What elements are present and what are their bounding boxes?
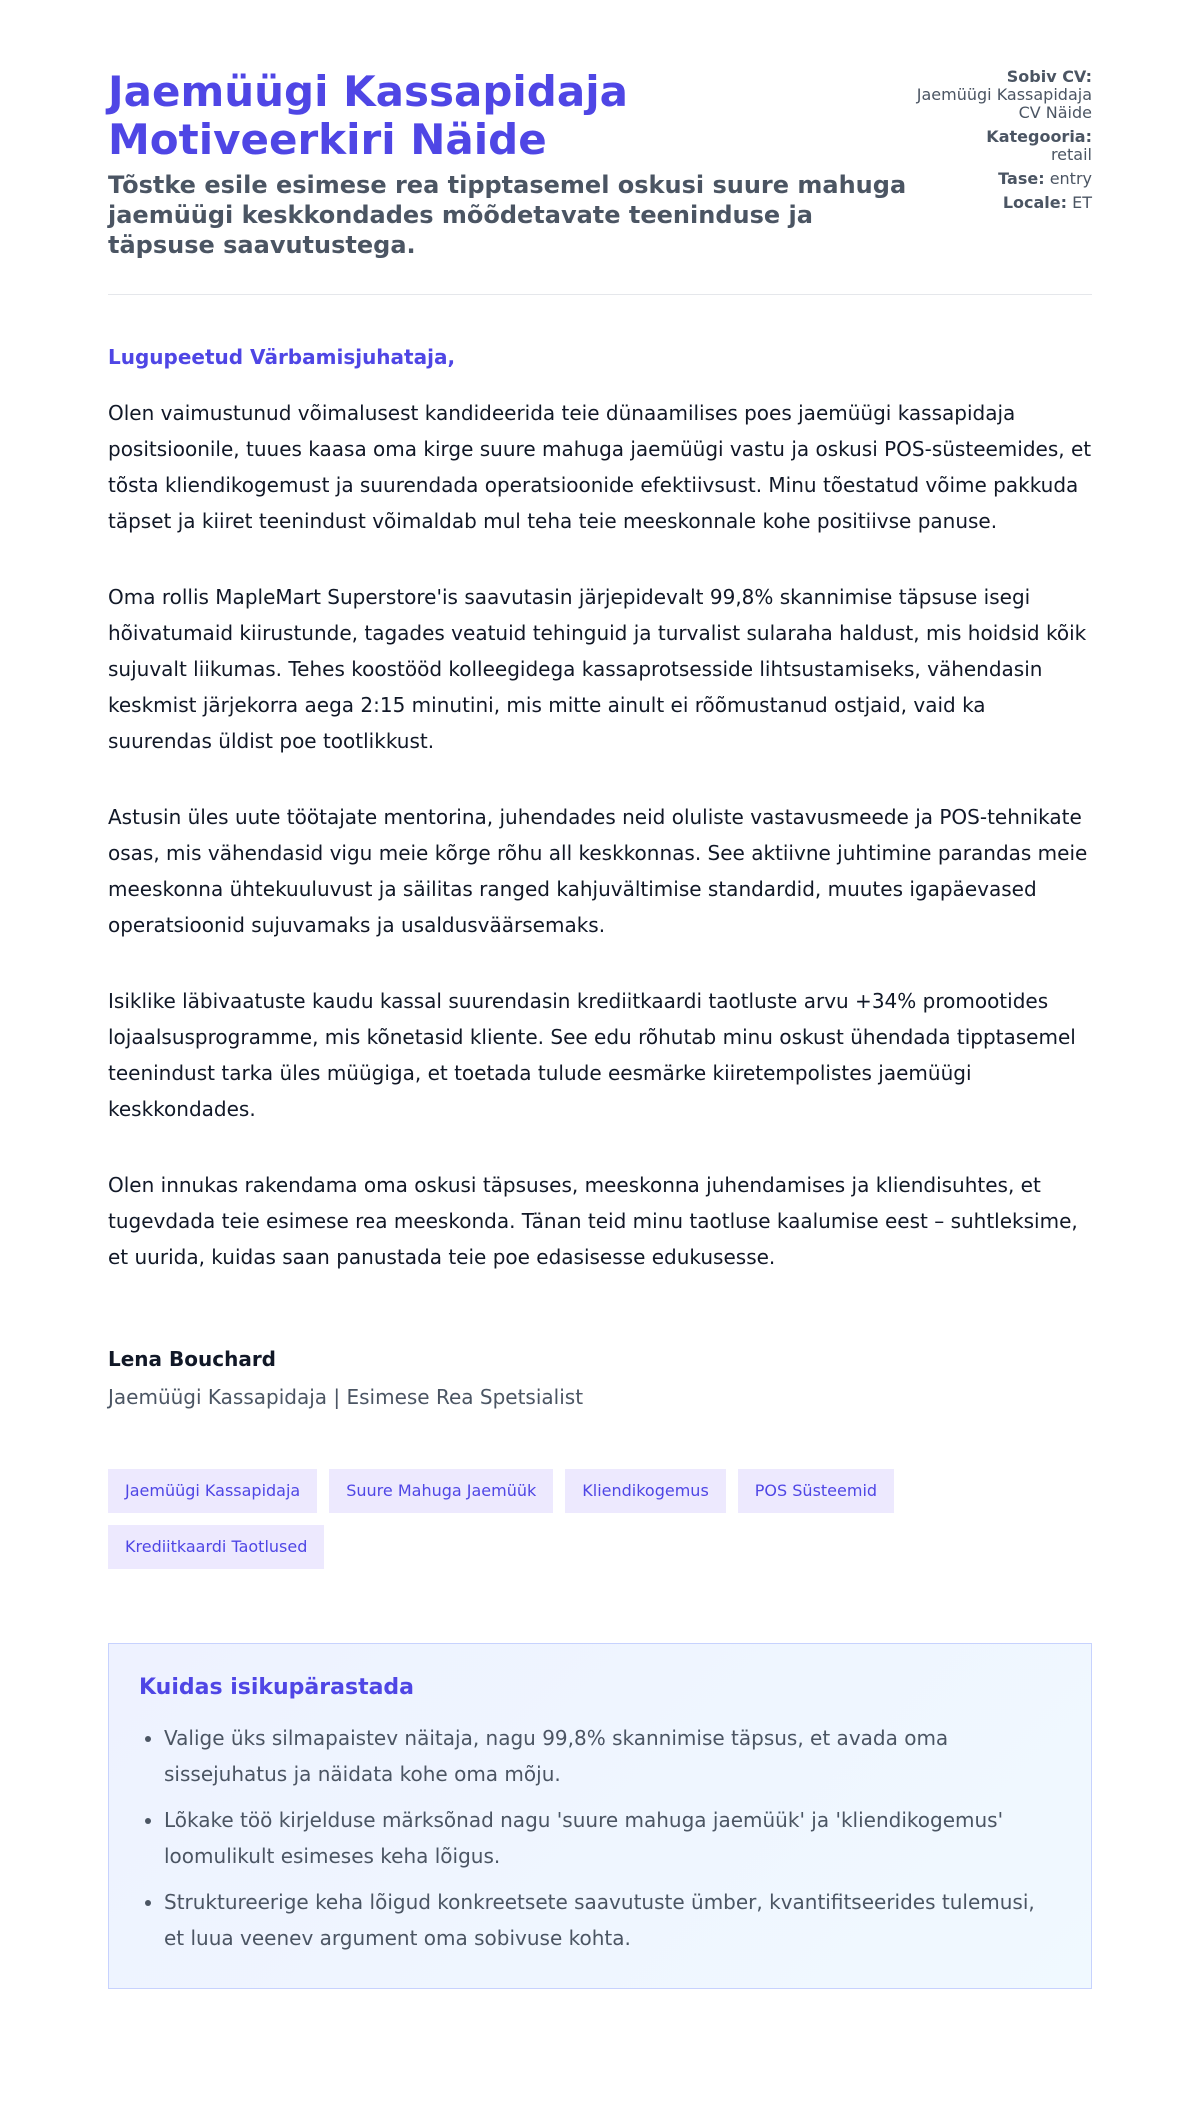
letter-paragraph-3: Astusin üles uute töötajate mentorina, juhendades neid oluliste vastavusmeede ja POS-tehnikate osas, mis vähendasid vigu meie kõrge rõhu all keskkonnas. See aktiivne juhtimine parandas meie meeskonna ühtekuuluvust ja säilitas ranged kahjuvältimise standardid, muutes igapäevased operatsioonid sujuvamaks ja usaldusväärsemaks. xyxy=(108,805,1088,937)
tag: Kliendikogemus xyxy=(565,1469,726,1513)
meta-level-value: entry xyxy=(1049,169,1092,188)
tips-box xyxy=(108,1643,1092,1989)
signature xyxy=(108,1347,1092,1409)
meta-level-label: Tase: xyxy=(998,169,1045,188)
letter-paragraph-5: Olen innukas rakendama oma oskusi täpsuses, meeskonna juhendamises ja kliendisuhtes, et tugevdada teie esimese rea meeskonda. Tänan teid minu taotluse kaalumise eest – suhtleksime, et uurida, kuidas saan panustada teie poe edasisesse edukusesse. xyxy=(108,1173,1078,1269)
signature-role: Jaemüügi Kassapidaja | Esimese Rea Spetsialist xyxy=(108,1385,584,1409)
tips-item: • Struktureerige keha lõigud konkreetsete saavutuste ümber, kvantifitseerides tulemusi, et luua veenev argument oma sobivuse kohta. xyxy=(164,1884,1061,1956)
letter-paragraph-4: Isiklike läbivaatuste kaudu kassal suurendasin krediitkaardi taotluste arvu +34% promootides lojaalsusprogramme, mis kõnetasid kliente. See edu rõhutab minu oskust ühendada tipptasemel teenindust tarka üles müügiga, et toetada tulude eesmärke kiiretempolistes jaemüügi keskkondades. xyxy=(108,989,1076,1121)
tag: Suure Mahuga Jaemüük xyxy=(329,1469,553,1513)
meta-locale-value: ET xyxy=(1072,193,1092,212)
letter-paragraph-2: Oma rollis MapleMart Superstore'is saavutasin järjepidevalt 99,8% skannimise täpsuse isegi hõivatumaid kiirustunde, tagades veatuid tehinguid ja turvalist sularaha haldust, mis hoidsid kõik sujuvalt liikumas. Tehes koostööd kolleegidega kassaprotsesside lihtsustamiseks, vähendasin keskmist järjekorra aega 2:15 minutini, mis mitte ainult ei rõõmustanud ostjaid, vaid ka suurendas üldist poe tootlikkust. xyxy=(108,585,1087,753)
letter-body xyxy=(108,345,1092,1409)
salutation: Lugupeetud Värbamisjuhataja, xyxy=(108,345,456,369)
meta-category xyxy=(912,128,1092,164)
meta-cv-label: Sobiv CV: xyxy=(1006,67,1092,86)
page-subtitle: Tõstke esile esimese rea tipptasemel oskusi suure mahuga jaemüügi keskkondades mõõdetavate teeninduse ja täpsuse saavutustega. xyxy=(108,171,907,259)
tips-item: • Lõkake töö kirjelduse märksõnad nagu 'suure mahuga jaemüük' ja 'kliendikogemus' loomulikult esimeses keha lõigus. xyxy=(164,1802,1061,1874)
tag: Krediitkaardi Taotlused xyxy=(108,1525,324,1569)
meta-locale xyxy=(912,194,1092,212)
signature-name: Lena Bouchard xyxy=(108,1347,276,1371)
meta-locale-label: Locale: xyxy=(1002,193,1068,212)
header-divider xyxy=(108,294,1092,295)
meta-cv xyxy=(912,68,1092,122)
tips-list xyxy=(139,1720,1061,1956)
letter-paragraph-1: Olen vaimustunud võimalusest kandideerida teie dünaamilises poes jaemüügi kassapidaja positsioonile, tuues kaasa oma kirge suure mahuga jaemüügi vastu ja oskusi POS-süsteemides, et tõsta kliendikogemust ja suurendada operatsioonide efektiivsust. Minu tõestatud võime pakkuda täpset ja kiiret teenindust võimaldab mul teha teie meeskonnale kohe positiivse panuse. xyxy=(108,401,1092,533)
header-left xyxy=(108,68,908,260)
tag-list xyxy=(108,1469,1092,1581)
meta-level xyxy=(912,170,1092,188)
tips-item: • Valige üks silmapaistev näitaja, nagu 99,8% skannimise täpsus, et avada oma sissejuhatus ja näidata kohe oma mõju. xyxy=(164,1720,1061,1792)
tips-title: Kuidas isikupärastada xyxy=(139,1675,415,1700)
meta-cv-value: Jaemüügi Kassapidaja CV Näide xyxy=(916,85,1092,122)
meta-category-label: Kategooria: xyxy=(986,127,1092,146)
tag: POS Süsteemid xyxy=(738,1469,894,1513)
meta-panel xyxy=(912,68,1092,218)
page-title: Jaemüügi Kassapidaja Motiveerkiri Näide xyxy=(108,67,628,164)
meta-category-value: retail xyxy=(1050,145,1092,164)
tag: Jaemüügi Kassapidaja xyxy=(108,1469,317,1513)
header xyxy=(108,68,1092,260)
